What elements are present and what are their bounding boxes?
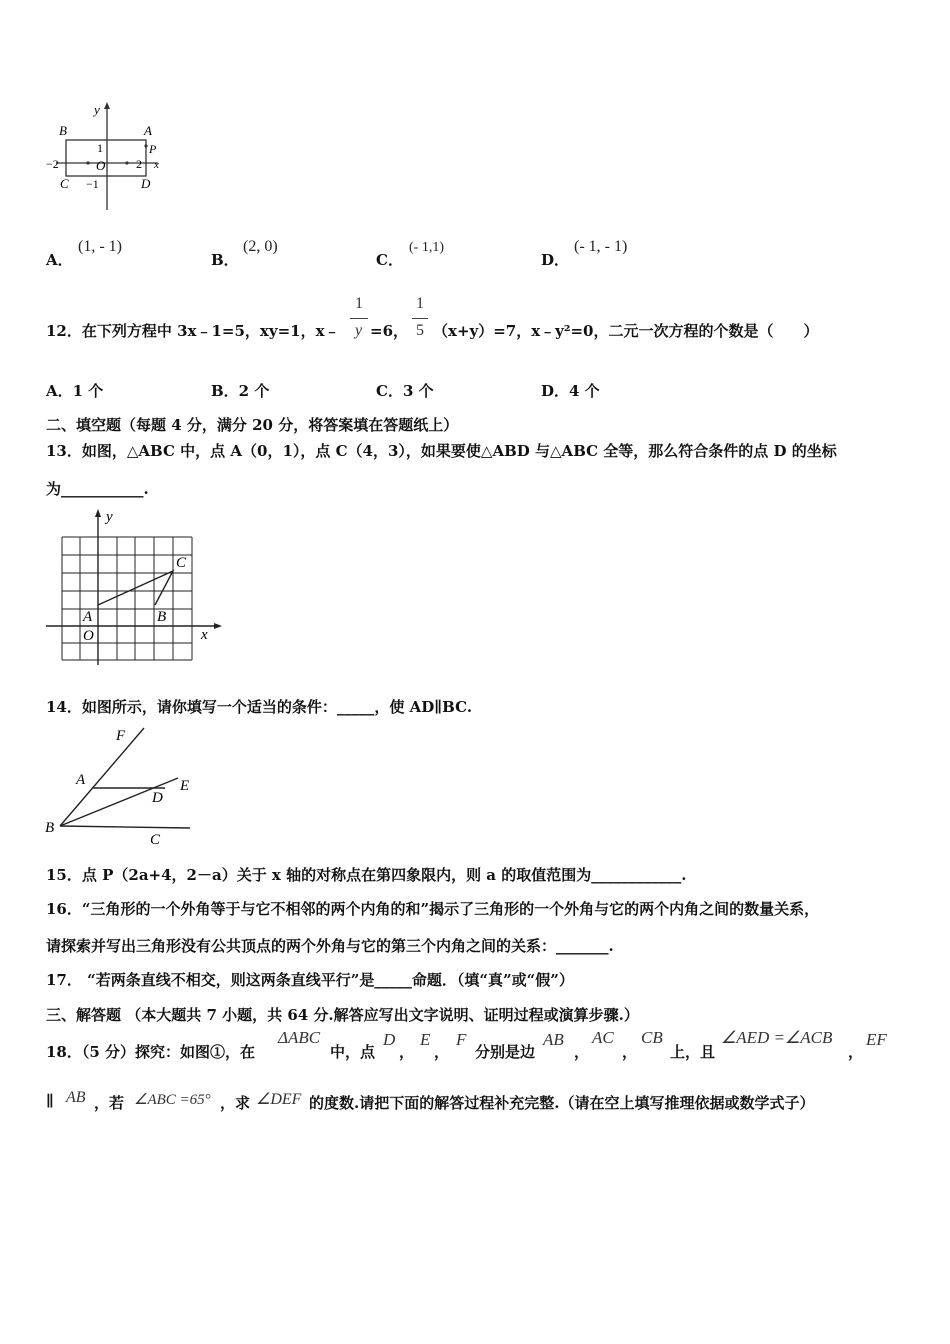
q18-comma3: ， xyxy=(574,1043,590,1061)
rectangle-abcd xyxy=(66,140,146,176)
section2-title: 二、填空题（每题 4 分，满分 20 分，将答案填在答题纸上） xyxy=(46,416,459,434)
line-bc xyxy=(60,826,190,828)
q18-parallel-sign: ∥ xyxy=(46,1092,54,1110)
label-p: P xyxy=(149,142,157,156)
y-axis-arrow-icon xyxy=(104,102,110,109)
q15-text: 15．点 P（2a+4，2－a）关于 x 轴的对称点在第四象限内，则 a 的取值范围为____________. xyxy=(46,866,687,884)
q18-side-cb: CB xyxy=(641,1028,663,1047)
q18-comma2: ， xyxy=(434,1043,450,1061)
label-o: O xyxy=(96,158,106,173)
q18-zhong: 中，点 xyxy=(330,1043,376,1061)
q11-option-b-letter: B． xyxy=(211,251,239,269)
q18-given-angle: ∠ABC =65° xyxy=(134,1092,211,1108)
q18-segment-ef: EF xyxy=(866,1030,887,1049)
label-e: E xyxy=(180,778,190,794)
q18-triangle: ΔABC xyxy=(278,1028,321,1047)
q11-option-c-value: (- 1,1) xyxy=(409,240,444,255)
label-neg-one: −1 xyxy=(86,177,99,191)
q12-option-d: D．4 个 xyxy=(541,382,600,400)
q16-line1: 16．“三角形的一个外角等于与它不相邻的两个内角的和”揭示了三角形的一个外角与它的两个内角之间的数量关系， xyxy=(46,900,820,918)
q12-text-part1: 12．在下列方程中 3x﹣1=5，xy=1，x﹣ xyxy=(46,322,340,340)
x-axis-arrow-icon xyxy=(214,623,222,629)
q18-prefix: 18．（5 分）探究：如图①，在 xyxy=(46,1043,256,1061)
label-d: D xyxy=(152,790,163,806)
section3-title: 三、解答题 （本大题共 7 小题，共 64 分.解答应写出文字说明、证明过程或演算步骤.） xyxy=(46,1006,639,1024)
q12-frac1-den: y xyxy=(355,322,363,339)
label-y: y xyxy=(94,102,100,117)
q12-text-part3: （x+y）=7，x﹣y²=0，二元一次方程的个数是（ ） xyxy=(433,322,819,340)
q18-point-d: D xyxy=(383,1030,396,1049)
label-b: B xyxy=(157,609,167,625)
label-f: F xyxy=(116,728,126,744)
q11-option-d-value: (- 1, - 1) xyxy=(574,238,628,255)
q12-frac2-den: 5 xyxy=(416,322,424,339)
q18-target-angle: ∠DEF xyxy=(256,1091,302,1108)
q13-grid-figure xyxy=(40,505,230,665)
q12-option-a: A．1 个 xyxy=(46,382,104,400)
q18-shang: 上，且 xyxy=(670,1043,716,1061)
q18-point-e: E xyxy=(420,1030,431,1049)
label-neg-two: −2 xyxy=(46,157,59,171)
q12-frac2-num: 1 xyxy=(416,295,424,312)
label-two: 2 xyxy=(136,157,142,171)
q13-line2: 为___________. xyxy=(46,480,149,498)
q11-option-b-value: (2, 0) xyxy=(243,238,278,255)
q11-option-c-letter: C． xyxy=(376,251,403,269)
label-a: A xyxy=(144,123,152,138)
label-c: C xyxy=(176,555,187,571)
label-x: x xyxy=(201,627,208,643)
label-b: B xyxy=(59,123,67,138)
q18-qiu: ，求 xyxy=(220,1094,251,1112)
line-bf xyxy=(60,728,144,826)
q11-coordinate-figure xyxy=(40,98,170,216)
q12-text-part2: =6， xyxy=(370,322,409,340)
label-b: B xyxy=(45,820,55,836)
q18-side-ac: AC xyxy=(592,1028,614,1047)
q18-line2-ab: AB xyxy=(66,1089,86,1106)
q13-line1: 13．如图，△ABC 中，点 A（0，1），点 C（4，3），如果要使△ABD 与△ABC 全等，那么符合条件的点 D 的坐标 xyxy=(46,442,837,460)
q16-line2: 请探索并写出三角形没有公共顶点的两个外角与它的第三个内角之间的关系：_______. xyxy=(46,937,614,955)
q17-text: 17． “若两条直线不相交，则这两条直线平行”是_____命题．（填“真”或“假”） xyxy=(46,971,574,989)
q18-rest: 的度数.请把下面的解答过程补充完整.（请在空上填写推理依据或数学式子） xyxy=(309,1094,815,1112)
y-axis-arrow-icon xyxy=(95,509,101,517)
q12-option-b: B．2 个 xyxy=(211,382,270,400)
q18-side-ab: AB xyxy=(543,1030,564,1049)
q18-comma4: ， xyxy=(622,1043,638,1061)
q12-option-c: C．3 个 xyxy=(376,382,434,400)
q18-fenbie: 分别是边 xyxy=(475,1043,536,1061)
q18-angle-equation: ∠AED =∠ACB xyxy=(721,1028,833,1047)
q18-comma1: ， xyxy=(399,1043,415,1061)
label-o: O xyxy=(83,628,94,644)
q14-figure xyxy=(40,722,200,848)
q11-option-a-value: (1, - 1) xyxy=(78,238,122,255)
label-one: 1 xyxy=(97,141,103,155)
q18-ruo: ，若 xyxy=(94,1094,125,1112)
label-x: x xyxy=(154,159,159,171)
label-c: C xyxy=(150,832,161,848)
label-a: A xyxy=(76,772,86,788)
label-d: D xyxy=(141,176,151,191)
q12-frac2-bar xyxy=(412,318,428,319)
label-y: y xyxy=(106,509,113,525)
q12-frac1-num: 1 xyxy=(355,295,363,312)
q11-option-a-letter: A． xyxy=(46,251,73,269)
q18-comma5: ， xyxy=(848,1043,864,1061)
q14-text: 14．如图所示，请你填写一个适当的条件：_____，使 AD∥BC. xyxy=(46,698,473,716)
label-c: C xyxy=(60,176,69,191)
q12-frac1-bar xyxy=(350,318,368,319)
q11-option-d-letter: D． xyxy=(541,251,570,269)
q18-point-f: F xyxy=(456,1030,467,1049)
label-a: A xyxy=(83,609,93,625)
